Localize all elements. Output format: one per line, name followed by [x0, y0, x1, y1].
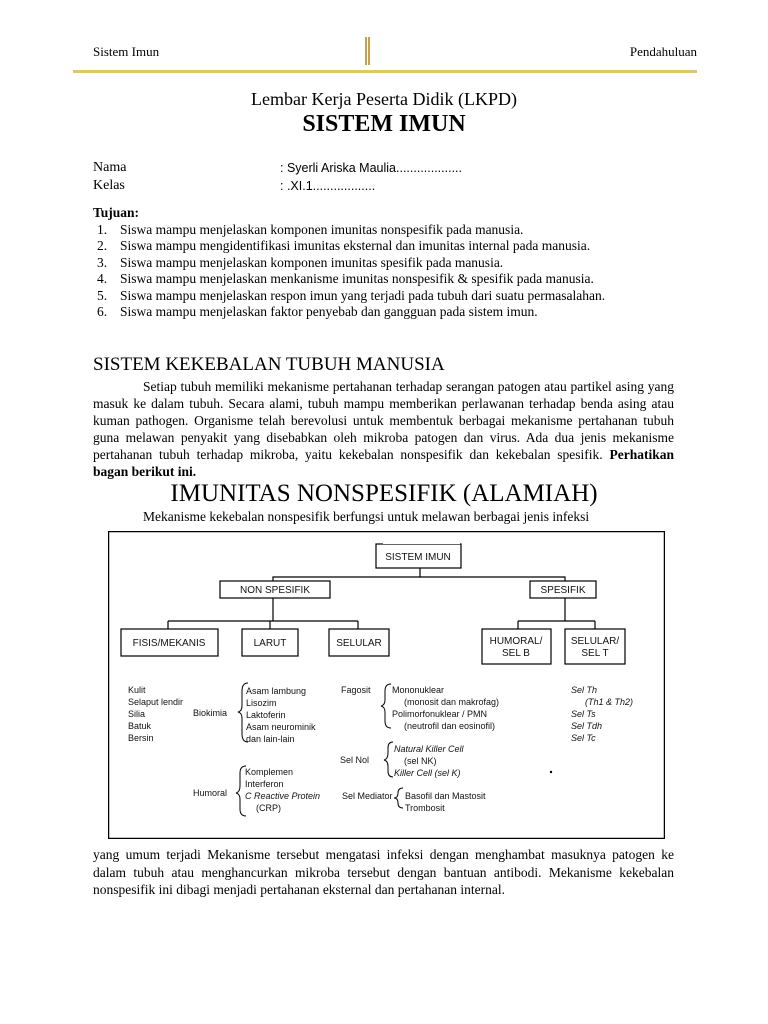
paragraph-mekanisme: yang umum terjadi Mekanisme tersebut mengatasi infeksi dengan menghambat masuknya patogen ke dalam tubuh atau menghancurkan mikroba tersebut dengan bantuan antibodi. Mekanisme kekebalan nonspesifik ini dibagi menjadi pertahanan eksternal dan pertahanan internal.: [93, 847, 674, 897]
paragraph-nonspesifik: Mekanisme kekebalan nonspesifik berfungsi untuk melawan berbagai jenis infeksi: [143, 509, 590, 524]
node-non-spesifik: NON SPESIFIK: [239, 585, 311, 596]
fagosit-item: (neutrofil dan eosinofil): [404, 721, 496, 731]
paragraph-intro-text: Setiap tubuh memiliki mekanisme pertahanan terhadap serangan patogen atau partikel asing yang masuk ke dalam tubuh. Secara alami, tubuh mampu memberikan perlawanan terhadap benda asing atau kuman pathogen. Organisme telah berevolusi untuk membentuk berbagai mekanisme pertahanan tubuh guna melawan penyakit yang disebabkan oleh mikroba patogen dan virus. Ada dua jenis mekanisme pertahanan tubuh terhadap mikroba, yaitu kekebalan nonspesifik dan kekebalan spesifik.: [93, 379, 674, 462]
goals-section: [93, 205, 673, 321]
fisis-item: Bersin: [128, 733, 154, 743]
humoral-item: (CRP): [256, 803, 281, 813]
biokimia-item: dan lain-lain: [246, 734, 295, 744]
fisis-item: Silia: [128, 709, 146, 719]
fisis-item: Selaput lendir: [128, 697, 184, 707]
goals-heading: Tujuan:: [93, 205, 140, 220]
immune-system-diagram: [108, 531, 665, 839]
humoral-label: Humoral: [193, 788, 228, 798]
nama-row: [93, 159, 593, 177]
fisis-item: Batuk: [128, 721, 152, 731]
header-left: Sistem Imun: [93, 44, 160, 59]
selt-item: Sel Tdh: [571, 721, 603, 731]
selt-item: Sel Tc: [571, 733, 596, 743]
selnol-item: (sel NK): [404, 756, 437, 766]
goal-text: Siswa mampu menjelaskan komponen imunitas spesifik pada manusia.: [120, 254, 504, 270]
kelas-label: Kelas: [93, 178, 125, 193]
header-right: Pendahuluan: [629, 44, 697, 59]
node-humoral-line1: HUMORAL/: [489, 636, 543, 647]
worksheet-subtitle: Lembar Kerja Peserta Didik (LKPD): [251, 89, 517, 109]
selnol-item: Natural Killer Cell: [394, 744, 464, 754]
selmediator-item: Basofil dan Mastosit: [405, 791, 486, 801]
section-heading: SISTEM KEKEBALAN TUBUH MANUSIA: [93, 354, 445, 375]
fagosit-item: Polimorfonuklear / PMN: [392, 709, 488, 719]
nonspesifik-heading: IMUNITAS NONSPESIFIK (ALAMIAH): [170, 480, 598, 507]
node-sistem-imun: SISTEM IMUN: [385, 552, 451, 563]
fagosit-item: Mononuklear: [392, 685, 445, 695]
goal-text: Siswa mampu mengidentifikasi imunitas eksternal dan imunitas internal pada manusia.: [120, 238, 591, 253]
goal-text: Siswa mampu menjelaskan menkanisme imunitas nonspesifik & spesifik pada manusia.: [120, 271, 594, 286]
goal-text: Siswa mampu menjelaskan komponen imunitas nonspesifik pada manusia.: [120, 221, 524, 237]
goal-item: 2. Siswa mampu mengidentifikasi imunitas eksternal dan imunitas internal pada manusia.: [97, 238, 591, 253]
kelas-row: [93, 177, 593, 195]
node-humoral-line2: SEL B: [502, 648, 530, 659]
student-identity: [93, 159, 593, 195]
biokimia-item: Laktoferin: [246, 710, 286, 720]
node-fisis-mekanis: FISIS/MEKANIS: [132, 638, 206, 649]
node-selular-t-line1: SELULAR/: [570, 636, 620, 647]
node-spesifik: SPESIFIK: [540, 585, 586, 596]
biokimia-label: Biokimia: [193, 708, 228, 718]
node-selular: SELULAR: [336, 638, 382, 649]
humoral-item: Komplemen: [245, 767, 294, 777]
node-larut: LARUT: [253, 638, 287, 649]
goal-item: 6. Siswa mampu menjelaskan faktor penyebab dan gangguan pada sistem imun.: [97, 304, 538, 319]
humoral-item: Interferon: [245, 779, 284, 789]
nama-value: : Syerli Ariska Maulia...................: [280, 161, 462, 175]
fagosit-label: Fagosit: [341, 685, 371, 695]
stray-dot: [550, 771, 552, 773]
selnol-item: Killer Cell (sel K): [394, 768, 461, 778]
goal-text: Siswa mampu menjelaskan faktor penyebab dan gangguan pada sistem imun.: [120, 304, 538, 319]
selmediator-item: Trombosit: [405, 803, 445, 813]
selt-item: (Th1 & Th2): [585, 697, 634, 707]
humoral-item: C Reactive Protein: [245, 791, 321, 801]
biokimia-item: Asam lambung: [246, 686, 307, 696]
selt-item: Sel Th: [571, 685, 598, 695]
selnol-label: Sel Nol: [340, 755, 370, 765]
goal-item: 3. Siswa mampu menjelaskan komponen imunitas spesifik pada manusia.: [97, 254, 504, 270]
kelas-value: : .XI.1..................: [280, 179, 376, 193]
worksheet-title: SISTEM IMUN: [302, 111, 466, 137]
selt-item: Sel Ts: [571, 709, 596, 719]
goal-item: 4. Siswa mampu menjelaskan menkanisme imunitas nonspesifik & spesifik pada manusia.: [97, 271, 594, 286]
goal-item: 5. Siswa mampu menjelaskan respon imun yang terjadi pada tubuh dari suatu permasalahan.: [97, 287, 606, 303]
goal-text: Siswa mampu menjelaskan respon imun yang terjadi pada tubuh dari suatu permasalahan.: [120, 287, 606, 303]
selmediator-label: Sel Mediator: [342, 791, 393, 801]
goal-item: 1. Siswa mampu menjelaskan komponen imunitas nonspesifik pada manusia.: [97, 221, 524, 237]
biokimia-item: Lisozim: [246, 698, 277, 708]
header-rule: [73, 70, 697, 73]
paragraph-intro-bold: Perhatikan bagan berikut ini.: [93, 447, 675, 479]
fisis-item: Kulit: [128, 685, 146, 695]
nama-label: Nama: [93, 160, 127, 175]
header-divider-mark: [365, 37, 370, 65]
fagosit-item: (monosit dan makrofag): [404, 697, 500, 707]
biokimia-item: Asam neurominik: [246, 722, 316, 732]
node-selular-t-line2: SEL T: [581, 648, 609, 659]
paragraph-intro: [93, 378, 674, 480]
